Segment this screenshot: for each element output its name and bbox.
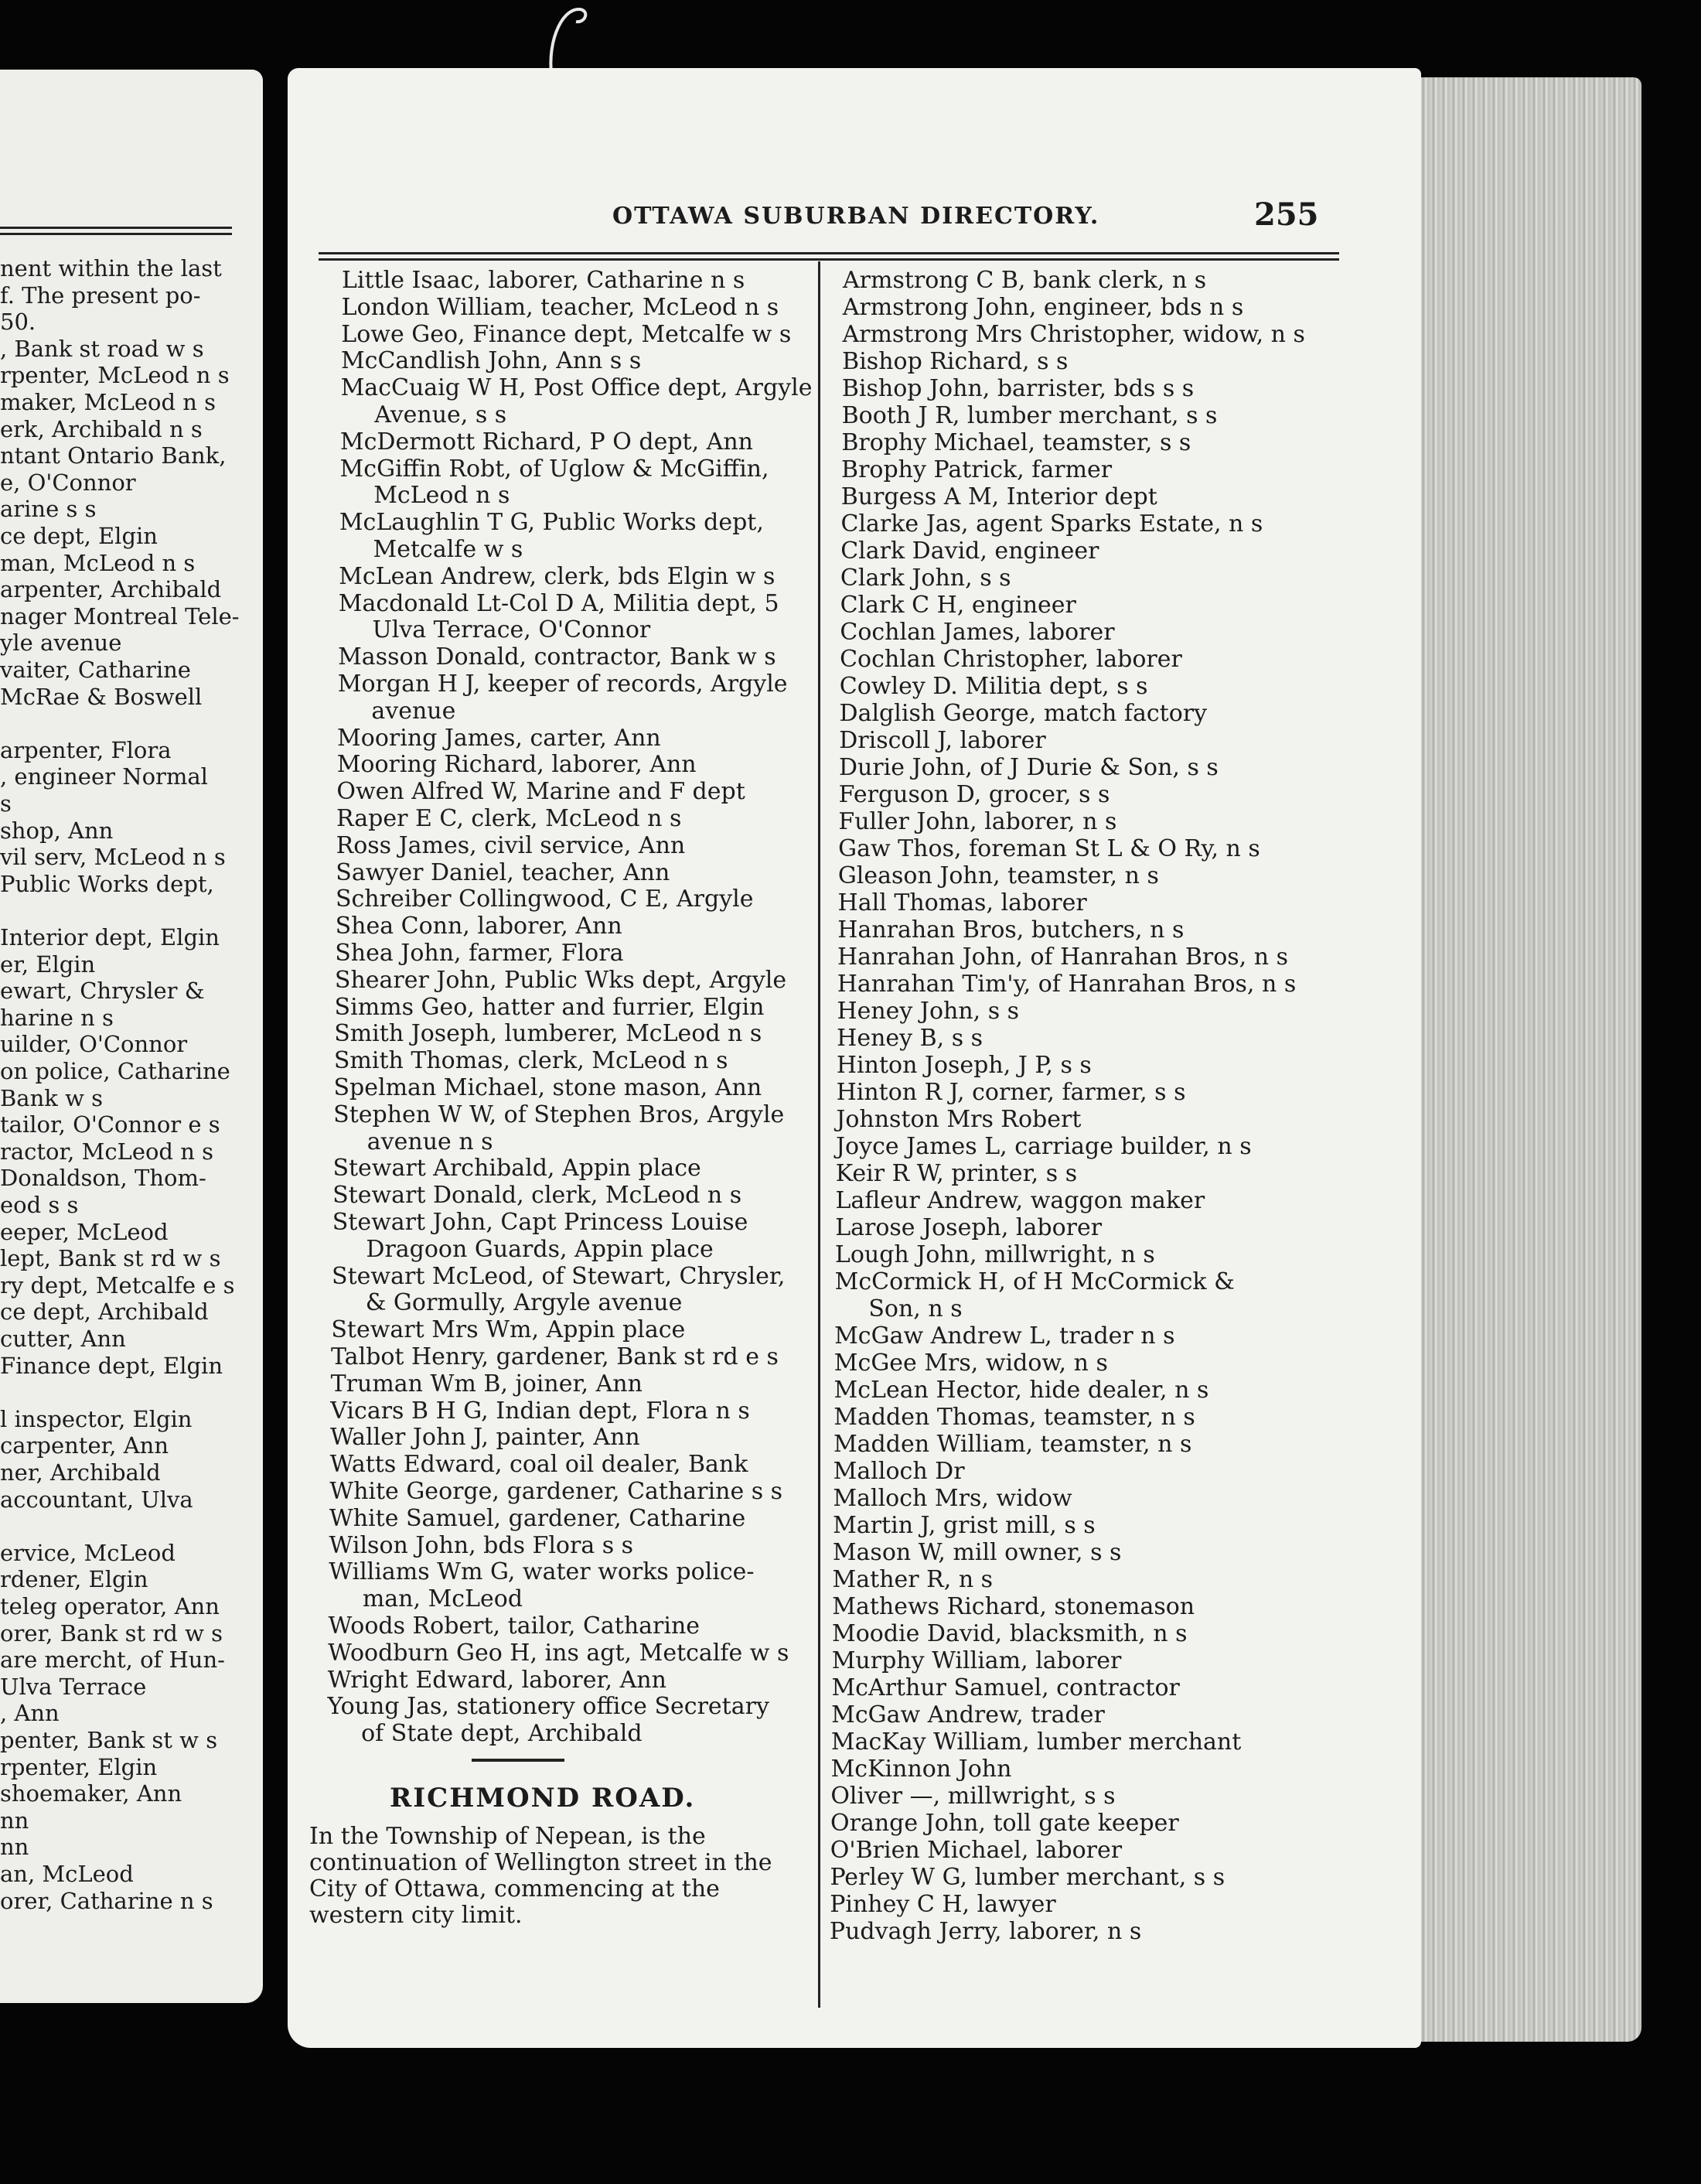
directory-entry: Joyce James L, carriage builder, n s <box>836 1133 1252 1160</box>
directory-entry: Lowe Geo, Finance dept, Metcalfe w s <box>341 320 792 348</box>
left-page-line: nager Montreal Tele- <box>0 602 240 630</box>
directory-entry: Durie John, of J Durie & Son, s s <box>838 754 1219 781</box>
directory-entry-continuation: Metcalfe w s <box>373 536 523 563</box>
left-page-line: arine s s <box>0 496 97 523</box>
directory-entry: Woods Robert, tailor, Catharine <box>328 1612 701 1640</box>
directory-entry: Heney John, s s <box>837 998 1020 1025</box>
directory-entry: Mooring James, carter, Ann <box>337 724 661 752</box>
facing-page-left <box>0 70 263 2003</box>
directory-entry: Hanrahan Bros, butchers, n s <box>837 916 1185 944</box>
directory-entry: McCormick H, of H McCormick & <box>834 1268 1235 1295</box>
directory-entry: Madden William, teamster, n s <box>833 1431 1192 1458</box>
directory-entry: Brophy Patrick, farmer <box>841 456 1113 483</box>
left-page-line: ervice, McLeod <box>0 1539 176 1566</box>
directory-entry: Gaw Thos, foreman St L & O Ry, n s <box>838 835 1260 862</box>
header-rule <box>319 252 1339 254</box>
directory-entry: Clarke Jas, agent Sparks Estate, n s <box>840 510 1263 537</box>
section-paragraph-line: continuation of Wellington street in the <box>309 1849 772 1876</box>
directory-entry: Shearer John, Public Wks dept, Argyle <box>334 966 787 994</box>
directory-entry: Spelman Michael, stone mason, Ann <box>333 1074 762 1101</box>
column-divider <box>818 261 820 2008</box>
directory-entry: Murphy William, laborer <box>831 1647 1122 1674</box>
directory-entry: Lafleur Andrew, waggon maker <box>835 1187 1205 1214</box>
directory-entry: Owen Alfred W, Marine and F dept <box>336 778 745 806</box>
directory-entry: McDermott Richard, P O dept, Ann <box>339 428 753 456</box>
directory-entry: Stewart John, Capt Princess Louise <box>332 1209 748 1236</box>
left-header-rule <box>0 227 232 229</box>
directory-entry: MacKay William, lumber merchant <box>830 1728 1242 1756</box>
left-page-line: Finance dept, Elgin <box>0 1352 223 1379</box>
left-page-line: vaiter, Catharine <box>0 657 191 683</box>
left-page-line: ner, Archibald <box>0 1459 161 1486</box>
directory-entry: Dalglish George, match factory <box>839 700 1208 727</box>
directory-entry: Macdonald Lt-Col D A, Militia dept, 5 <box>338 589 779 617</box>
directory-entry: Talbot Henry, gardener, Bank st rd e s <box>331 1343 779 1370</box>
directory-entry: Hinton R J, corner, farmer, s s <box>836 1079 1186 1106</box>
left-page-line: lept, Bank st rd w s <box>0 1245 221 1272</box>
directory-entry: McArthur Samuel, contractor <box>831 1674 1180 1701</box>
left-page-line: carpenter, Ann <box>0 1432 169 1459</box>
left-page-line: ntant Ontario Bank, <box>0 442 227 469</box>
left-page-line: teleg operator, Ann <box>0 1593 220 1619</box>
section-paragraph-line: western city limit. <box>309 1902 523 1929</box>
directory-entry: Ferguson D, grocer, s s <box>838 781 1110 808</box>
left-page-line: Interior dept, Elgin <box>0 924 220 950</box>
directory-entry: Hanrahan John, of Hanrahan Bros, n s <box>837 944 1288 971</box>
directory-entry: Stewart Archibald, Appin place <box>332 1155 701 1182</box>
left-page-line: penter, Bank st w s <box>0 1727 218 1753</box>
directory-page <box>288 68 1421 2048</box>
directory-entry: Bishop Richard, s s <box>842 348 1069 375</box>
directory-entry-continuation: man, McLeod <box>362 1585 523 1613</box>
left-page-line: shop, Ann <box>0 817 114 844</box>
directory-entry: Sawyer Daniel, teacher, Ann <box>336 858 670 886</box>
directory-entry-continuation: avenue n s <box>366 1128 493 1155</box>
left-page-line: eeper, McLeod <box>0 1218 169 1245</box>
directory-entry: Driscoll J, laborer <box>839 727 1046 754</box>
directory-entry: MacCuaig W H, Post Office dept, Argyle <box>340 374 813 402</box>
directory-entry: Stephen W W, of Stephen Bros, Argyle <box>333 1101 785 1128</box>
directory-entry: Orange John, toll gate keeper <box>830 1810 1179 1837</box>
directory-entry: Booth J R, lumber merchant, s s <box>841 402 1218 429</box>
directory-entry: Moodie David, blacksmith, n s <box>832 1620 1188 1647</box>
left-page-line: nn <box>0 1834 29 1861</box>
directory-entry: Mather R, n s <box>832 1566 994 1593</box>
left-page-line: er, Elgin <box>0 950 96 978</box>
directory-entry: Mason W, mill owner, s s <box>832 1539 1122 1566</box>
left-page-line: nn <box>0 1807 29 1834</box>
directory-entry: Malloch Mrs, widow <box>833 1485 1072 1512</box>
left-page-line: rdener, Elgin <box>0 1566 148 1593</box>
left-page-line: arpenter, Archibald <box>0 576 222 603</box>
directory-entry: Madden Thomas, teamster, n s <box>833 1404 1195 1431</box>
directory-entry: Shea Conn, laborer, Ann <box>335 913 622 940</box>
left-page-line: ce dept, Elgin <box>0 523 158 549</box>
directory-entry: Martin J, grist mill, s s <box>833 1512 1096 1539</box>
left-page-line: yle avenue <box>0 630 122 657</box>
left-page-line: on police, Catharine <box>0 1058 230 1084</box>
directory-entry-continuation: Son, n s <box>868 1295 963 1322</box>
directory-entry: Clark David, engineer <box>840 537 1099 565</box>
left-page-line: Public Works dept, <box>0 870 214 897</box>
directory-entry: Williams Wm G, water works police- <box>329 1558 755 1586</box>
directory-entry-continuation: avenue <box>371 697 456 725</box>
directory-entry: Schreiber Collingwood, C E, Argyle <box>335 886 754 913</box>
directory-entry: McGaw Andrew L, trader n s <box>834 1322 1175 1350</box>
left-page-line: McRae & Boswell <box>0 683 203 710</box>
directory-entry: Armstrong John, engineer, bds n s <box>842 294 1244 321</box>
left-page-line: orer, Catharine n s <box>0 1887 213 1914</box>
directory-entry: Truman Wm B, joiner, Ann <box>330 1370 643 1397</box>
left-page-line: cutter, Ann <box>0 1326 126 1352</box>
left-page-line: Ulva Terrace <box>0 1673 147 1700</box>
directory-entry: Oliver —, millwright, s s <box>830 1783 1116 1810</box>
directory-entry: Watts Edward, coal oil dealer, Bank <box>329 1451 748 1479</box>
left-page-line: ry dept, Metcalfe e s <box>0 1271 235 1298</box>
left-page-line: are mercht, of Hun- <box>0 1647 225 1674</box>
directory-entry: Young Jas, stationery office Secretary <box>327 1693 769 1721</box>
left-page-line: ce dept, Archibald <box>0 1298 209 1326</box>
section-paragraph-line: City of Ottawa, commencing at the <box>309 1875 720 1902</box>
directory-entry: Wright Edward, laborer, Ann <box>327 1666 666 1694</box>
directory-entry: Armstrong C B, bank clerk, n s <box>843 267 1207 294</box>
directory-entry: Woodburn Geo H, ins agt, Metcalfe w s <box>328 1639 789 1667</box>
directory-entry-continuation: Dragoon Guards, Appin place <box>366 1235 714 1263</box>
left-page-line: e, O'Connor <box>0 469 136 496</box>
left-page-line: rpenter, Elgin <box>0 1753 158 1780</box>
directory-entry: Cowley D. Militia dept, s s <box>839 673 1148 700</box>
left-page-line: ewart, Chrysler & <box>0 978 205 1005</box>
left-page-line: rpenter, McLeod n s <box>0 362 230 389</box>
directory-entry: Pinhey C H, lawyer <box>830 1891 1056 1918</box>
directory-entry: Johnston Mrs Robert <box>836 1106 1082 1133</box>
left-page-line: shoemaker, Ann <box>0 1780 182 1807</box>
left-page-line: 50. <box>0 309 36 336</box>
directory-entry: Hinton Joseph, J P, s s <box>836 1052 1092 1079</box>
directory-entry: O'Brien Michael, laborer <box>830 1837 1123 1864</box>
directory-entry: Morgan H J, keeper of records, Argyle <box>337 671 788 698</box>
directory-entry: Bishop John, barrister, bds s s <box>841 375 1195 402</box>
directory-entry: White Samuel, gardener, Catharine <box>329 1504 746 1532</box>
directory-entry: Heney B, s s <box>837 1025 983 1052</box>
directory-entry-continuation: of State dept, Archibald <box>361 1720 643 1748</box>
header-rule-2 <box>319 258 1339 261</box>
left-page-line: arpenter, Flora <box>0 736 172 763</box>
directory-entry-continuation: Avenue, s s <box>374 401 507 428</box>
section-heading: RICHMOND ROAD. <box>390 1783 696 1814</box>
directory-entry: McCandlish John, Ann s s <box>340 347 642 375</box>
directory-entry: Vicars B H G, Indian dept, Flora n s <box>330 1397 750 1425</box>
directory-entry: Clark John, s s <box>840 565 1011 592</box>
directory-entry: Little Isaac, laborer, Catharine n s <box>342 267 745 294</box>
left-page-line: l inspector, Elgin <box>0 1405 193 1432</box>
left-page-line: man, McLeod n s <box>0 549 196 576</box>
directory-entry: McGiffin Robt, of Uglow & McGiffin, <box>339 455 769 483</box>
left-header-rule-2 <box>0 233 232 235</box>
directory-entry: Hanrahan Tim'y, of Hanrahan Bros, n s <box>837 971 1297 998</box>
directory-entry: Simms Geo, hatter and furrier, Elgin <box>334 993 765 1021</box>
left-page-line: Donaldson, Thom- <box>0 1165 206 1192</box>
left-page-line: maker, McLeod n s <box>0 389 216 415</box>
left-page-line: , Bank st road w s <box>0 335 204 362</box>
directory-entry: Armstrong Mrs Christopher, widow, n s <box>842 321 1305 348</box>
left-page-line: tailor, O'Connor e s <box>0 1111 220 1138</box>
directory-entry: Cochlan Christopher, laborer <box>840 646 1182 673</box>
left-page-line: an, McLeod <box>0 1861 134 1887</box>
directory-entry: Masson Donald, contractor, Bank w s <box>338 643 776 671</box>
directory-entry: Larose Joseph, laborer <box>835 1214 1103 1241</box>
directory-entry: McLean Andrew, clerk, bds Elgin w s <box>339 562 776 590</box>
directory-entry: Smith Thomas, clerk, McLeod n s <box>333 1047 728 1075</box>
directory-entry: Gleason John, teamster, n s <box>837 862 1159 889</box>
left-page-line: Bank w s <box>0 1084 103 1111</box>
left-page-line: s <box>0 790 12 817</box>
left-page-line: ractor, McLeod n s <box>0 1138 213 1165</box>
directory-entry: Shea John, farmer, Flora <box>335 940 624 967</box>
left-page-line: harine n s <box>0 1004 114 1031</box>
section-rule <box>472 1759 564 1762</box>
directory-entry: Waller John J, painter, Ann <box>329 1424 640 1452</box>
directory-entry: Smith Joseph, lumberer, McLeod n s <box>334 1020 762 1048</box>
directory-entry: Lough John, millwright, n s <box>834 1241 1155 1268</box>
directory-entry: Keir R W, printer, s s <box>835 1160 1078 1187</box>
left-page-line: accountant, Ulva <box>0 1486 193 1513</box>
directory-entry: Raper E C, clerk, McLeod n s <box>336 805 682 832</box>
directory-entry: Wilson John, bds Flora s s <box>329 1531 634 1559</box>
directory-entry-continuation: McLeod n s <box>373 482 510 510</box>
directory-entry: Stewart Donald, clerk, McLeod n s <box>332 1182 742 1210</box>
directory-entry-continuation: & Gormully, Argyle avenue <box>365 1289 683 1317</box>
left-page-line: vil serv, McLeod n s <box>0 844 226 871</box>
directory-entry: Stewart Mrs Wm, Appin place <box>331 1316 686 1344</box>
directory-entry: McGaw Andrew, trader <box>831 1701 1105 1728</box>
directory-entry: Pudvagh Jerry, laborer, n s <box>829 1918 1142 1945</box>
page-title: OTTAWA SUBURBAN DIRECTORY. <box>612 203 1100 230</box>
directory-entry: White George, gardener, Catharine s s <box>329 1478 783 1505</box>
directory-entry: Brophy Michael, teamster, s s <box>841 429 1191 456</box>
directory-entry: Perley W G, lumber merchant, s s <box>830 1864 1225 1891</box>
directory-entry: McGee Mrs, widow, n s <box>833 1350 1108 1377</box>
page-number: 255 <box>1254 196 1319 233</box>
section-paragraph-line: In the Township of Nepean, is the <box>309 1823 706 1850</box>
directory-entry: Mooring Richard, laborer, Ann <box>336 751 697 779</box>
left-page-line: , Ann <box>0 1700 60 1727</box>
directory-entry: McKinnon John <box>830 1756 1012 1783</box>
directory-entry: Mathews Richard, stonemason <box>832 1593 1195 1620</box>
left-page-line: , engineer Normal <box>0 763 208 790</box>
directory-entry: Clark C H, engineer <box>840 592 1076 619</box>
directory-entry: Malloch Dr <box>833 1458 965 1485</box>
page-edges <box>1421 77 1641 2042</box>
left-page-line: orer, Bank st rd w s <box>0 1619 223 1647</box>
directory-entry: Hall Thomas, laborer <box>837 889 1087 916</box>
directory-entry: Burgess A M, Interior dept <box>840 483 1157 510</box>
left-page-line: uilder, O'Connor <box>0 1031 188 1058</box>
left-page-line: f. The present po- <box>0 282 201 309</box>
directory-entry: Ross James, civil service, Ann <box>336 831 686 859</box>
directory-entry: Fuller John, laborer, n s <box>838 808 1117 835</box>
directory-entry: McLean Hector, hide dealer, n s <box>833 1377 1209 1404</box>
directory-entry: London William, teacher, McLeod n s <box>341 293 779 321</box>
directory-entry: Stewart McLeod, of Stewart, Chrysler, <box>332 1262 786 1290</box>
left-page-line: erk, Archibald n s <box>0 415 203 442</box>
directory-entry: Cochlan James, laborer <box>840 619 1115 646</box>
left-page-line: nent within the last <box>0 255 222 282</box>
directory-entry: McLaughlin T G, Public Works dept, <box>339 509 764 537</box>
directory-entry-continuation: Ulva Terrace, O'Connor <box>372 616 651 644</box>
left-page-line: eod s s <box>0 1192 79 1218</box>
